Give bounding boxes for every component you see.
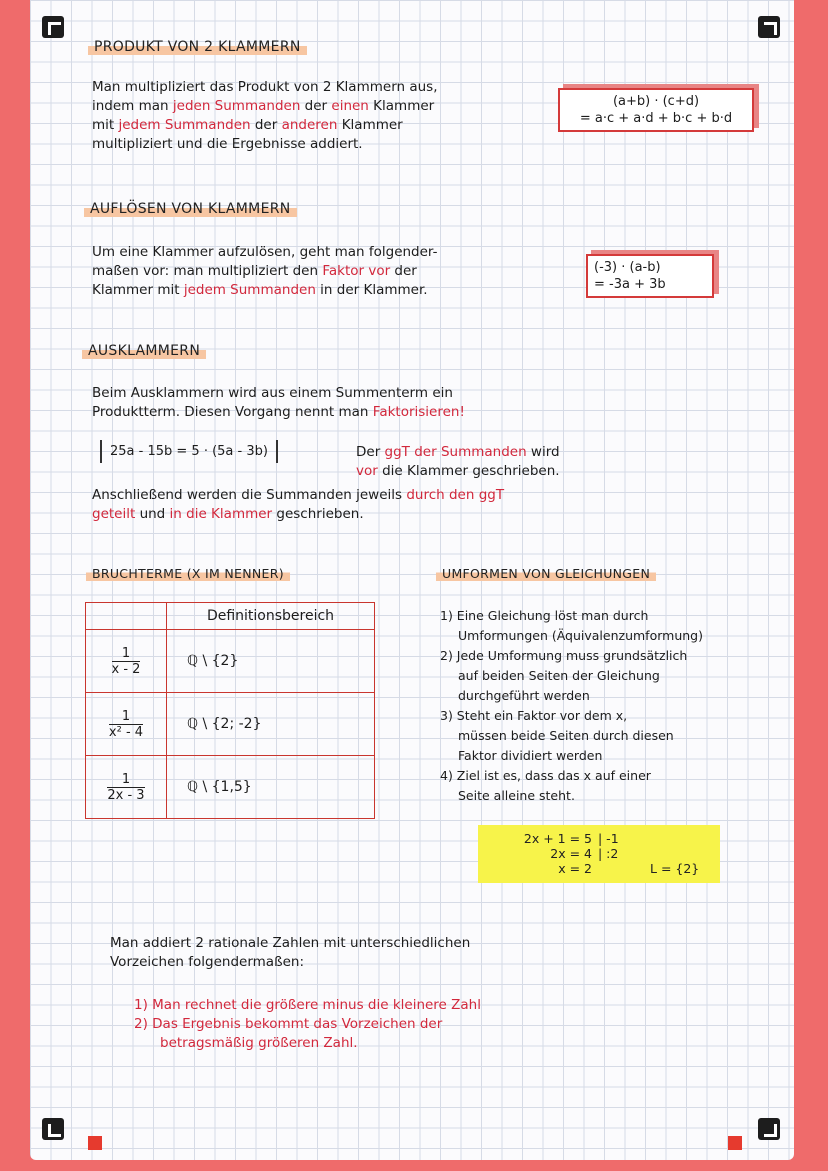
text-span-red: jeden Summanden <box>172 98 301 114</box>
table-cell <box>86 693 167 756</box>
table-row <box>86 693 375 756</box>
text-line <box>92 116 562 135</box>
step <box>440 646 780 706</box>
table-cell: ℚ \ {2} <box>167 630 375 693</box>
step <box>440 766 780 806</box>
text-line: 1) Man rechnet die größere minus die kleinere Zahl <box>134 997 481 1013</box>
text-line: Man addiert 2 rationale Zahlen mit unterschiedlichen <box>110 935 471 951</box>
equation-example <box>478 825 720 883</box>
text-line <box>92 403 712 422</box>
ausklammern-text-2 <box>92 486 732 524</box>
text-span: Klammer <box>337 117 403 133</box>
text-line <box>356 462 676 481</box>
heading-aufloesen: AUFLÖSEN VON KLAMMERN <box>84 200 297 218</box>
text-span-red: Faktor vor <box>322 263 391 279</box>
step-line: 3) Steht ein Faktor vor dem x, <box>440 708 628 723</box>
equation-line: x = 2 <box>558 861 592 876</box>
umformen-steps <box>440 606 780 806</box>
text-span-red: jedem Summanden <box>118 117 251 133</box>
text-span: geschrieben. <box>272 506 364 522</box>
equation-line: 2x + 1 = 5 <box>523 831 592 846</box>
text-span-red: Faktorisieren! <box>372 404 465 420</box>
table-row <box>86 756 375 819</box>
step-line: auf beiden Seiten der Gleichung <box>458 668 660 683</box>
text-line: Um eine Klammer aufzulösen, geht man folgender- <box>92 244 438 260</box>
formula-line: = a·c + a·d + b·c + b·d <box>579 111 733 126</box>
aufloesen-text <box>92 243 572 300</box>
formula-box-produkt <box>558 88 754 132</box>
fraction-denominator: x - 2 <box>111 661 141 677</box>
rational-text <box>110 934 670 972</box>
text-span-red: anderen <box>281 117 338 133</box>
ggt-note <box>356 443 676 481</box>
fraction-numerator: 1 <box>112 646 141 662</box>
formula-line: (-3) · (a-b) <box>594 260 661 275</box>
fraction <box>109 709 143 740</box>
fraction <box>107 772 144 803</box>
step <box>440 606 780 646</box>
step <box>440 706 780 766</box>
step-line: Umformungen (Äquivalenzumformung) <box>458 628 703 643</box>
table-cell: ℚ \ {2; -2} <box>167 693 375 756</box>
step-line: 4) Ziel ist es, dass das x auf einer <box>440 768 651 783</box>
text-span-red: ggT der Summanden <box>384 444 527 460</box>
text-span-red: einen <box>331 98 369 114</box>
bruchterme-table <box>85 602 375 819</box>
text-line: multipliziert und die Ergebnisse addiert. <box>92 136 363 152</box>
fraction-denominator: x² - 4 <box>108 724 144 740</box>
text-span-red: vor <box>356 463 378 479</box>
red-square-icon <box>728 1136 742 1150</box>
text-line <box>92 97 562 116</box>
text-span: Der <box>356 444 385 460</box>
table-cell <box>86 630 167 693</box>
ausklammern-example: 25a - 15b = 5 · (5a - 3b) <box>100 440 278 463</box>
fraction <box>112 646 141 677</box>
text-span: Produktterm. Diesen Vorgang nennt man <box>92 404 373 420</box>
text-line <box>92 281 572 300</box>
text-span-red: geteilt <box>92 506 136 522</box>
step-line: Faktor dividiert werden <box>458 748 603 763</box>
step-line: Seite alleine steht. <box>458 788 575 803</box>
text-line <box>356 443 676 462</box>
text-line: Man multipliziert das Produkt von 2 Klammern aus, <box>92 79 438 95</box>
table-cell <box>86 756 167 819</box>
step-line: 1) Eine Gleichung löst man durch <box>440 608 649 623</box>
ausklammern-text <box>92 384 712 422</box>
heading-produkt: PRODUKT VON 2 KLAMMERN <box>88 38 307 56</box>
produkt-text <box>92 78 562 154</box>
formula-box-aufloesen <box>586 254 714 298</box>
formula-line: = -3a + 3b <box>594 277 666 292</box>
text-line <box>92 486 732 505</box>
fraction-denominator: 2x - 3 <box>107 787 145 803</box>
text-span: wird <box>526 444 560 460</box>
heading-bruchterme: BRUCHTERME (X IM NENNER) <box>86 565 290 582</box>
corner-marker-icon <box>42 16 64 38</box>
text-line: Beim Ausklammern wird aus einem Summenterm ein <box>92 385 453 401</box>
text-span-red: durch den ggT <box>406 487 505 503</box>
table-cell: ℚ \ {1,5} <box>167 756 375 819</box>
fraction-numerator: 1 <box>107 772 144 788</box>
text-span: maßen vor: man multipliziert den <box>92 263 323 279</box>
text-line <box>92 262 572 281</box>
heading-ausklammern: AUSKLAMMERN <box>82 342 206 360</box>
text-span: die Klammer geschrieben. <box>377 463 560 479</box>
equation-solution: L = {2} <box>650 861 700 876</box>
text-span: der <box>250 117 282 133</box>
text-span: der <box>300 98 332 114</box>
text-line: betragsmäßig größeren Zahl. <box>160 1035 358 1051</box>
text-line: 2) Das Ergebnis bekommt das Vorzeichen der <box>134 1016 443 1032</box>
text-span: Anschließend werden die Summanden jeweils <box>92 487 407 503</box>
text-span: Klammer mit <box>92 282 184 298</box>
step-line: durchgeführt werden <box>458 688 590 703</box>
table-row <box>86 630 375 693</box>
step-line: 2) Jede Umformung muss grundsätzlich <box>440 648 688 663</box>
equation-line: 2x = 4 <box>550 846 592 861</box>
step-line: müssen beide Seiten durch diesen <box>458 728 674 743</box>
equation-operation: | :2 <box>598 846 619 861</box>
corner-marker-icon <box>42 1118 64 1140</box>
text-span: Klammer <box>368 98 435 114</box>
table-header: Definitionsbereich <box>167 603 375 630</box>
text-span-red: in die Klammer <box>169 506 273 522</box>
corner-marker-icon <box>758 16 780 38</box>
text-span: und <box>135 506 170 522</box>
red-square-icon <box>88 1136 102 1150</box>
equation-operation: | -1 <box>598 831 619 846</box>
text-line <box>92 505 732 524</box>
fraction-numerator: 1 <box>109 709 143 725</box>
rational-steps <box>134 996 654 1053</box>
text-span-red: jedem Summanden <box>183 282 316 298</box>
text-span: der <box>390 263 417 279</box>
text-span: indem man <box>92 98 173 114</box>
formula-line: (a+b) · (c+d) <box>612 94 700 109</box>
corner-marker-icon <box>758 1118 780 1140</box>
heading-umformen: UMFORMEN VON GLEICHUNGEN <box>436 565 656 582</box>
notebook-page <box>30 0 794 1160</box>
table-cell <box>86 603 167 630</box>
text-span: in der Klammer. <box>315 282 428 298</box>
text-span: mit <box>92 117 119 133</box>
text-line: Vorzeichen folgendermaßen: <box>110 954 304 970</box>
